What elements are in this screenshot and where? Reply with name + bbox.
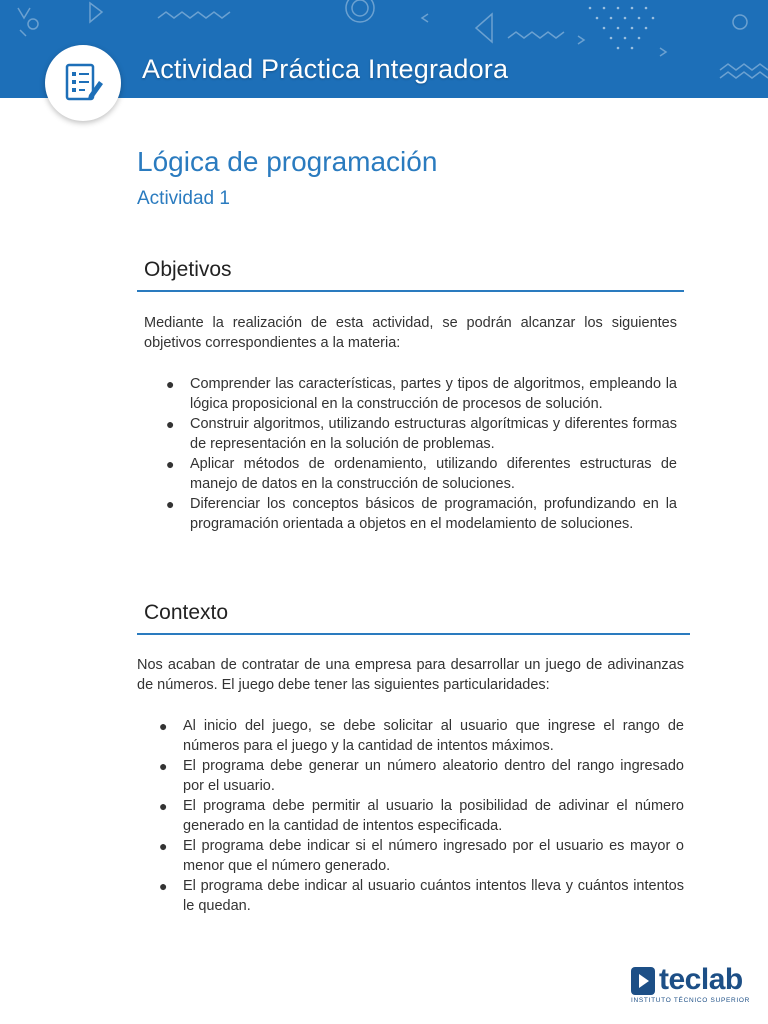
list-item-text: El programa debe indicar al usuario cuántos intentos lleva y cuántos intentos le quedan.	[183, 878, 684, 914]
document-title: Lógica de programación	[137, 146, 438, 177]
list-item	[144, 374, 677, 414]
bullet-icon: ●	[159, 718, 168, 734]
objetivos-heading: Objetivos	[144, 258, 232, 281]
play-logo-icon	[631, 967, 655, 995]
document-subtitle: Actividad 1	[137, 188, 230, 209]
list-item	[144, 494, 677, 534]
list-item	[137, 836, 684, 876]
objetivos-divider	[137, 290, 684, 292]
list-item-text: Construir algoritmos, utilizando estructuras algorítmicas y diferentes formas de representación en la solución de problemas.	[190, 416, 677, 452]
list-item-text: El programa debe generar un número aleatorio dentro del rango ingresado por el usuario.	[183, 758, 684, 794]
contexto-divider	[137, 633, 690, 635]
list-item	[137, 876, 684, 916]
bullet-icon: ●	[159, 838, 168, 854]
list-item-text: El programa debe permitir al usuario la posibilidad de adivinar el número generado en la cantidad de intentos especificada.	[183, 798, 684, 834]
objetivos-intro: Mediante la realización de esta actividad, se podrán alcanzar los siguientes objetivos correspondientes a la materia:	[144, 315, 677, 351]
logo-wordmark: teclab	[659, 963, 743, 996]
list-item-text: Diferenciar los conceptos básicos de programación, profundizando en la programación orientada a objetos en el modelamiento de soluciones.	[190, 496, 677, 532]
bullet-icon: ●	[166, 496, 175, 512]
badge	[45, 45, 121, 121]
list-item	[144, 454, 677, 494]
list-item	[137, 796, 684, 836]
bullet-icon: ●	[159, 878, 168, 894]
bullet-icon: ●	[166, 376, 175, 392]
list-item	[137, 756, 684, 796]
bullet-icon: ●	[159, 758, 168, 774]
list-item	[137, 716, 684, 756]
header-title: Actividad Práctica Integradora	[142, 54, 509, 84]
contexto-intro: Nos acaban de contratar de una empresa para desarrollar un juego de adivinanzas de números. El juego debe tener las siguientes particularidades:	[137, 657, 684, 693]
checklist-document-icon	[61, 61, 105, 105]
list-item-text: El programa debe indicar si el número ingresado por el usuario es mayor o menor que el número generado.	[183, 838, 684, 874]
teclab-logo	[631, 963, 751, 1008]
bullet-icon: ●	[166, 416, 175, 432]
bullet-icon: ●	[159, 798, 168, 814]
bullet-icon: ●	[166, 456, 175, 472]
logo-tagline: INSTITUTO TÉCNICO SUPERIOR	[631, 997, 751, 1004]
objetivos-list	[144, 374, 677, 534]
list-item-text: Aplicar métodos de ordenamiento, utilizando diferentes estructuras de manejo de datos en la construcción de soluciones.	[190, 456, 677, 492]
contexto-list	[137, 716, 684, 916]
list-item-text: Comprender las características, partes y tipos de algoritmos, empleando la lógica proposicional en la construcción de procesos de solución.	[190, 376, 677, 412]
list-item	[144, 414, 677, 454]
list-item-text: Al inicio del juego, se debe solicitar al usuario que ingrese el rango de números para el juego y la cantidad de intentos máximos.	[183, 718, 684, 754]
contexto-heading: Contexto	[144, 601, 229, 624]
